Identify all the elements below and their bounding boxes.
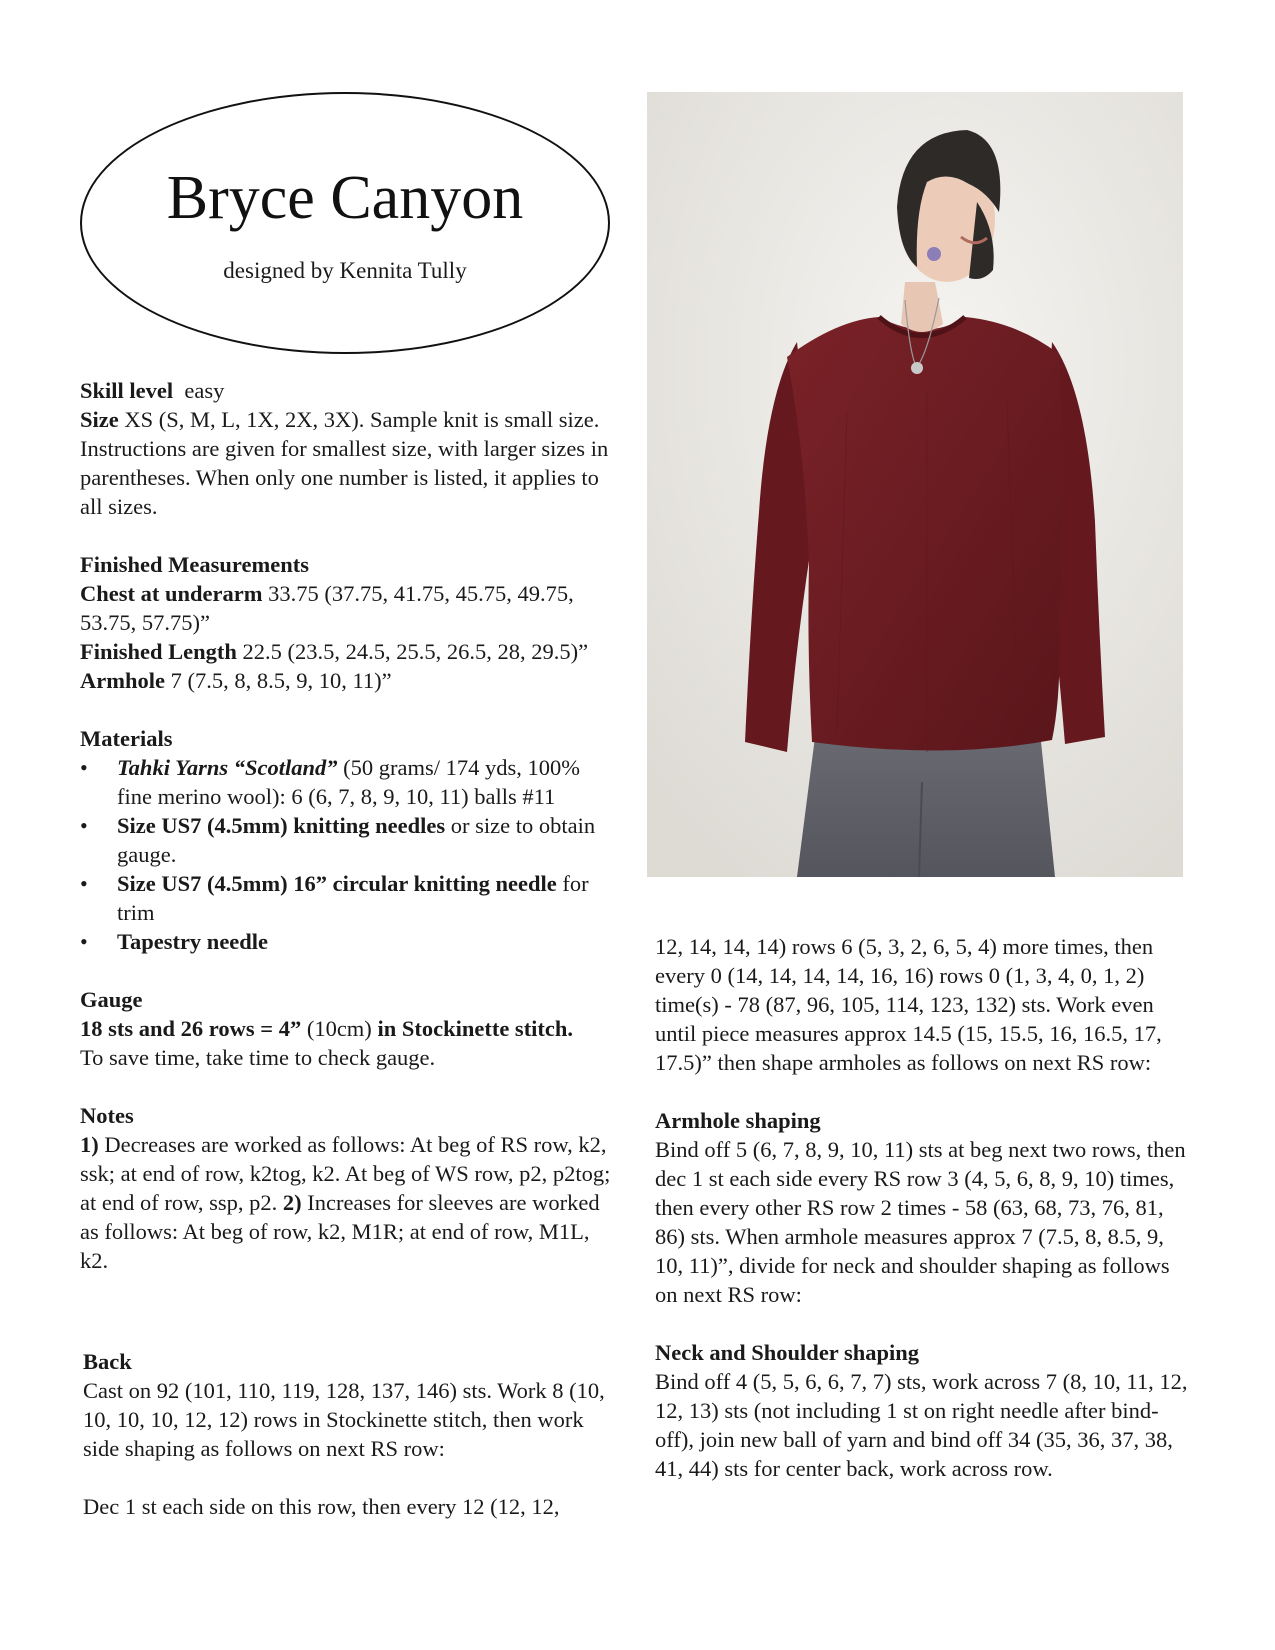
length-label: Finished Length [80, 639, 237, 664]
armhole-shaping-heading: Armhole shaping [655, 1108, 821, 1133]
back-cast-on: Cast on 92 (101, 110, 119, 128, 137, 146) sts. Work 8 (10, 10, 10, 10, 12, 12) rows in Stockinette stitch, then work side shaping as follows on next RS row: [83, 1378, 605, 1461]
back-heading: Back [83, 1349, 132, 1374]
materials-heading: Materials [80, 726, 173, 751]
list-item: • Size US7 (4.5mm) 16” circular knitting needle for trim [80, 869, 620, 927]
length-measurement [80, 637, 620, 666]
model-photo-illustration [647, 92, 1183, 877]
back-section [83, 1347, 623, 1521]
left-column [80, 376, 620, 1275]
yarn-name: Tahki Yarns “Scotland” [117, 755, 338, 780]
notes-heading: Notes [80, 1103, 134, 1128]
skill-level-value: easy [184, 378, 225, 403]
armhole-value: 7 (7.5, 8, 8.5, 9, 10, 11)” [170, 668, 392, 693]
neck-shoulder-text: Bind off 4 (5, 5, 6, 6, 7, 7) sts, work across 7 (8, 10, 11, 12, 12, 13) sts (not including 1 st on right needle after bind-off), join new ball of yarn and bind off 34 (35, 36, 37, 38, 41, 44) sts for center back, work across row. [655, 1369, 1188, 1481]
size-label: Size [80, 407, 119, 432]
size-value: XS (S, M, L, 1X, 2X, 3X). Sample knit is small size. [124, 407, 600, 432]
gauge-spec: 18 sts and 26 rows = 4” (10cm) in Stockinette stitch. [80, 1016, 574, 1041]
skill-level [80, 376, 620, 405]
armhole-label: Armhole [80, 668, 165, 693]
designer-credit: designed by Kennita Tully [223, 258, 467, 283]
side-shaping-continued: 12, 14, 14, 14) rows 6 (5, 3, 2, 6, 5, 4) more times, then every 0 (14, 14, 14, 14, 16, 16) rows 0 (1, 3, 4, 0, 1, 2) time(s) - 78 (87, 96, 105, 114, 123, 132) sts. Work even until piece measures approx 14.5 (15, 15.5, 16, 16.5, 17, 17.5)” then shape armholes as follows on next RS row: [655, 934, 1162, 1075]
model-photo [647, 92, 1183, 877]
pattern-title: Bryce Canyon [166, 164, 524, 232]
size-instructions: Instructions are given for smallest size, with larger sizes in parentheses. When only one number is listed, it applies to all sizes. [80, 436, 609, 519]
gauge-heading: Gauge [80, 987, 143, 1012]
right-column [655, 932, 1195, 1483]
armhole-shaping-text: Bind off 5 (6, 7, 8, 9, 10, 11) sts at beg next two rows, then dec 1 st each side every RS row 3 (4, 5, 6, 8, 9, 10) times, then every other RS row 2 times - 58 (63, 68, 73, 76, 81, 86) sts. When armhole measures approx 7 (7.5, 8, 8.5, 9, 10, 11)”, divide for neck and shoulder shaping as follows on next RS row: [655, 1137, 1186, 1307]
back-side-shaping: Dec 1 st each side on this row, then every 12 (12, 12, [83, 1494, 560, 1519]
list-item: • Size US7 (4.5mm) knitting needles or size to obtain gauge. [80, 811, 620, 869]
chest-value: 33.75 (37.75, 41.75, 45.75, 49.75, 53.75, 57.75)” [80, 581, 574, 635]
size-line [80, 405, 620, 434]
length-value: 22.5 (23.5, 24.5, 25.5, 26.5, 28, 29.5)” [242, 639, 589, 664]
notes-text: 1) Decreases are worked as follows: At beg of RS row, k2, ssk; at end of row, k2tog, k2. At beg of WS row, p2, p2tog; at end of row, ssp, p2. 2) Increases for sleeves are worked as follows: At beg of row, k2, M1R; at end of row, M1L, k2. [80, 1132, 611, 1273]
skill-level-label: Skill level [80, 378, 174, 403]
list-item: • Tapestry needle [80, 927, 620, 956]
chest-measurement [80, 579, 620, 637]
measurements-heading: Finished Measurements [80, 552, 309, 577]
chest-label: Chest at underarm [80, 581, 263, 606]
list-item: • Tahki Yarns “Scotland” (50 grams/ 174 yds, 100% fine merino wool): 6 (6, 7, 8, 9, 10, 11) balls #11 [80, 753, 620, 811]
neck-shoulder-heading: Neck and Shoulder shaping [655, 1340, 920, 1365]
materials-list [80, 753, 620, 956]
armhole-measurement [80, 666, 620, 695]
gauge-note: To save time, take time to check gauge. [80, 1045, 436, 1070]
